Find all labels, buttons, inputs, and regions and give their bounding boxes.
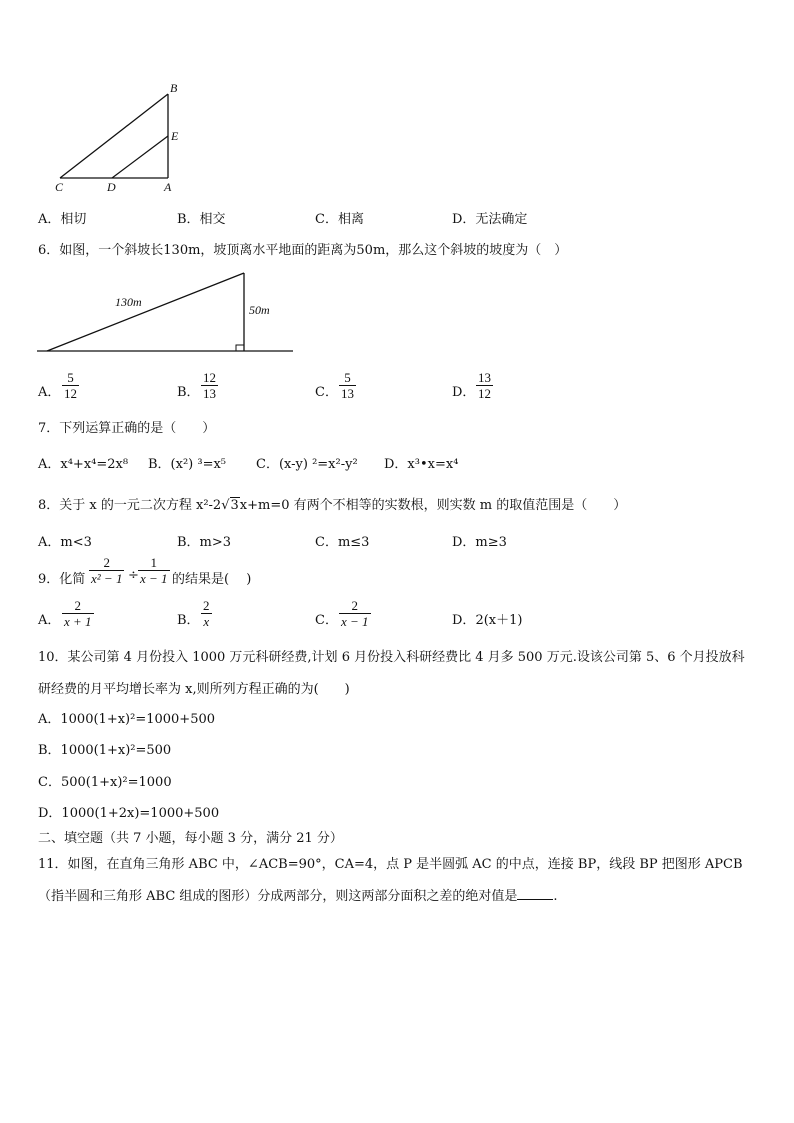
q10-option-b: B．1000(1+x)²=500 (38, 743, 172, 758)
q6-option-d-fraction (476, 370, 493, 401)
q7-option-c: C．(x-y) ²=x²-y² (256, 457, 358, 472)
q9-option-b-fraction (201, 598, 212, 629)
q9-fraction-2 (138, 555, 170, 586)
q9-option-d-letter: D． (452, 613, 476, 628)
q5-option-c: C．相离 (315, 212, 364, 227)
fraction-numerator: 2 (74, 598, 82, 613)
fraction-denominator: 12 (64, 386, 77, 401)
fraction-numerator: 13 (478, 370, 491, 385)
q5-option-d: D．无法确定 (452, 212, 528, 227)
q5-option-a: A．相切 (38, 212, 87, 227)
fraction-numerator: 12 (203, 370, 216, 385)
point-c-label: C (55, 180, 64, 194)
q9-fraction-1 (89, 555, 124, 586)
q8-text-before: 8．关于 x 的一元二次方程 x²-2 (38, 498, 222, 513)
q8-text (38, 494, 626, 513)
q9-option-a-letter: A． (38, 613, 61, 628)
point-d-label: D (107, 180, 116, 194)
q5-option-b: B．相交 (177, 212, 226, 227)
fraction-denominator: x + 1 (64, 614, 92, 629)
q8-option-c: C．m≤3 (315, 535, 370, 550)
fraction-denominator: x² − 1 (91, 571, 123, 586)
fraction-numerator: 1 (150, 555, 158, 570)
q10-line-2: 研经费的月平均增长率为 x,则所列方程正确的为( ) (38, 682, 350, 697)
fraction-denominator: 12 (478, 386, 491, 401)
q10-option-d: D．1000(1+2x)=1000+500 (38, 806, 220, 821)
fraction-numerator: 2 (103, 555, 110, 570)
q10-option-a: A．1000(1+x)²=1000+500 (38, 712, 216, 727)
fraction-denominator: 13 (203, 386, 216, 401)
height-label: 50m (249, 303, 270, 317)
section-heading: 二、填空题（共 7 小题，每小题 3 分，满分 21 分） (38, 831, 343, 846)
fraction-denominator: x (201, 613, 212, 629)
q9-prefix: 9．化简 (38, 572, 86, 587)
q6-text: 6．如图，一个斜坡长130m，坡顶离水平地面的距离为50m，那么这个斜坡的坡度为（ ） (38, 243, 568, 258)
division-sign: ÷ (128, 568, 139, 583)
fraction-denominator: x − 1 (341, 614, 369, 629)
q7-option-a: A．x⁴+x⁴=2x⁸ (38, 457, 129, 472)
q8-option-a: A．m<3 (38, 535, 92, 550)
q9-option-b-letter: B． (177, 613, 200, 628)
q6-option-b-fraction (201, 370, 218, 401)
sqrt-symbol: √ (221, 498, 230, 513)
q11-line-2-text: （指半圆和三角形 ABC 组成的图形）分成两部分，则这两部分面积之差的绝对值是 (38, 889, 518, 904)
q9-option-d-text: 2(x＋1) (475, 613, 523, 628)
fraction-numerator: 5 (344, 370, 351, 385)
point-e-label: E (171, 129, 179, 143)
q9-option-d (452, 609, 522, 628)
q9-option-c-fraction (339, 598, 371, 629)
q6-option-d-letter: D． (452, 385, 476, 400)
q10-line-1: 10．某公司第 4 月份投入 1000 万元科研经费,计划 6 月份投入科研经费比 4 月多 500 万元.设该公司第 5、6 个月投放科 (38, 650, 745, 665)
point-b-label: B (170, 81, 178, 95)
q6-option-c-letter: C． (315, 385, 338, 400)
q6-option-b-letter: B． (177, 385, 200, 400)
q7-option-d: D．x³•x=x⁴ (384, 457, 459, 472)
q8-option-d: D．m≥3 (452, 535, 507, 550)
slope-length-label: 130m (115, 295, 142, 309)
q8-text-after: x+m=0 有两个不相等的实数根，则实数 m 的取值范围是（ ） (239, 498, 627, 513)
q9-option-a-fraction (62, 598, 94, 629)
answer-blank[interactable] (517, 887, 553, 900)
q11-line-1: 11．如图，在直角三角形 ABC 中，∠ACB=90°，CA=4，点 P 是半圆弧 AC 的中点，连接 BP，线段 BP 把图形 APCB (38, 857, 743, 872)
q8-option-b: B．m>3 (177, 535, 232, 550)
figure-triangle-bac (50, 80, 190, 195)
fraction-numerator: 2 (203, 598, 210, 613)
sqrt-radicand: 3 (230, 498, 239, 513)
figure-slope (35, 265, 300, 360)
q10-option-c: C．500(1+x)²=1000 (38, 775, 172, 790)
point-a-label: A (164, 180, 172, 194)
q9-suffix: 的结果是( ) (172, 572, 252, 587)
q6-option-c-fraction (339, 370, 356, 401)
q11-end: . (553, 889, 558, 904)
fraction-denominator: x − 1 (140, 571, 168, 586)
q6-option-a-fraction (62, 370, 79, 401)
q9-option-c-letter: C． (315, 613, 338, 628)
q7-option-b: B．(x²) ³=x⁵ (148, 457, 227, 472)
q7-text: 7．下列运算正确的是（ ） (38, 421, 216, 436)
fraction-numerator: 5 (67, 370, 74, 385)
q6-option-a-letter: A． (38, 385, 61, 400)
fraction-denominator: 13 (341, 386, 354, 401)
q11-line-2 (38, 885, 558, 904)
fraction-numerator: 2 (351, 598, 359, 613)
